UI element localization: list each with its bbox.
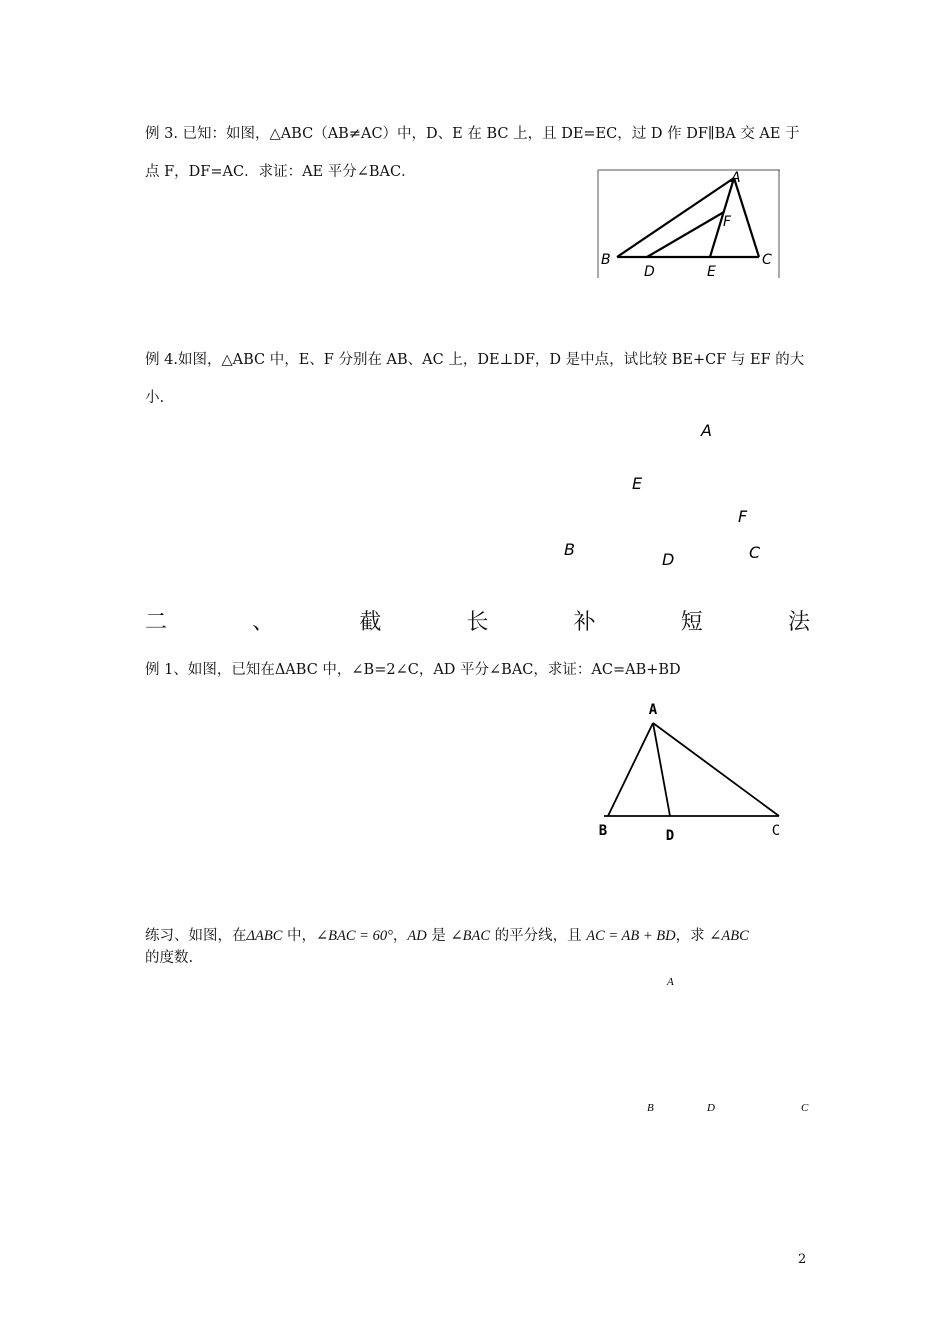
heading-char-5: 补 [573,610,596,635]
practice-mid5: ，求 [675,928,710,944]
practice-equation: AC = AB + BD [586,928,676,944]
page-number: 2 [798,1252,807,1267]
practice-mid4: 的平分线，且 [490,928,587,944]
heading-char-6: 短 [680,610,703,635]
practice-prefix: 练习、如图，在 [145,928,247,944]
practice-label-b: B [647,1102,654,1114]
ex1-side-ab [608,723,653,816]
ex4-text-line2: 小. [145,390,165,406]
ex1-text: 例 1、如图，已知在ΔABC 中，∠B=2∠C，AD 平分∠BAC，求证：AC=AB+BD [145,662,681,678]
heading-char-2: 、 [252,610,275,635]
practice-text-line1 [145,926,810,946]
ex3-text-line2: 点 F，DF=AC．求证：AE 平分∠BAC． [145,164,416,180]
ex4-label-c: C [749,543,761,562]
ex4-label-f: F [738,507,748,526]
ex1-label-a: A [648,702,658,718]
ex3-label-e: E [707,264,716,278]
ex3-label-c: C [762,252,772,268]
ex1-figure [592,696,792,848]
practice-label-a: A [667,976,674,988]
ex4-label-d: D [662,550,675,569]
section-heading [145,608,810,638]
practice-abc: ∠ABC [709,928,749,944]
ex3-label-a: A [731,170,741,186]
ex3-side-ac [734,178,759,257]
ex4-text-line1: 例 4.如图，△ABC 中，E、F 分别在 AB、AC 上，DE⊥DF，D 是中点，试比较 BE+CF 与 EF 的大 [145,352,805,368]
ex4-label-e: E [632,474,643,493]
ex3-label-d: D [644,264,655,278]
practice-bac: ∠BAC [450,928,490,944]
practice-ad: AD [407,928,427,944]
practice-label-d: D [707,1102,715,1114]
practice-mid2: ， [392,928,408,944]
ex3-label-b: B [601,252,611,268]
practice-angle: ∠BAC = 60° [316,928,393,944]
heading-char-1: 二 [145,610,168,635]
ex4-label-b: B [564,540,575,559]
practice-triangle: ΔABC [246,928,283,944]
ex1-label-b: B [598,823,608,839]
ex3-figure [597,168,781,278]
practice-mid3: 是 [426,928,451,944]
heading-char-4: 长 [466,610,489,635]
practice-mid1: 中， [282,928,317,944]
ex1-label-c: C [771,823,781,839]
practice-label-c: C [801,1102,809,1114]
ex4-label-a: A [701,421,712,440]
ex3-text-line1: 例 3. 已知：如图，△ABC（AB≠AC）中，D、E 在 BC 上，且 DE=EC，过 D 作 DF∥BA 交 AE 于 [145,126,800,142]
ex1-side-ac [653,723,779,816]
heading-char-7: 法 [787,610,810,635]
practice-text-line2: 的度数. [145,950,194,966]
heading-char-3: 截 [359,610,382,635]
ex3-label-f: F [723,214,732,230]
ex1-bisector-ad [653,723,670,816]
ex1-label-d: D [665,828,675,844]
